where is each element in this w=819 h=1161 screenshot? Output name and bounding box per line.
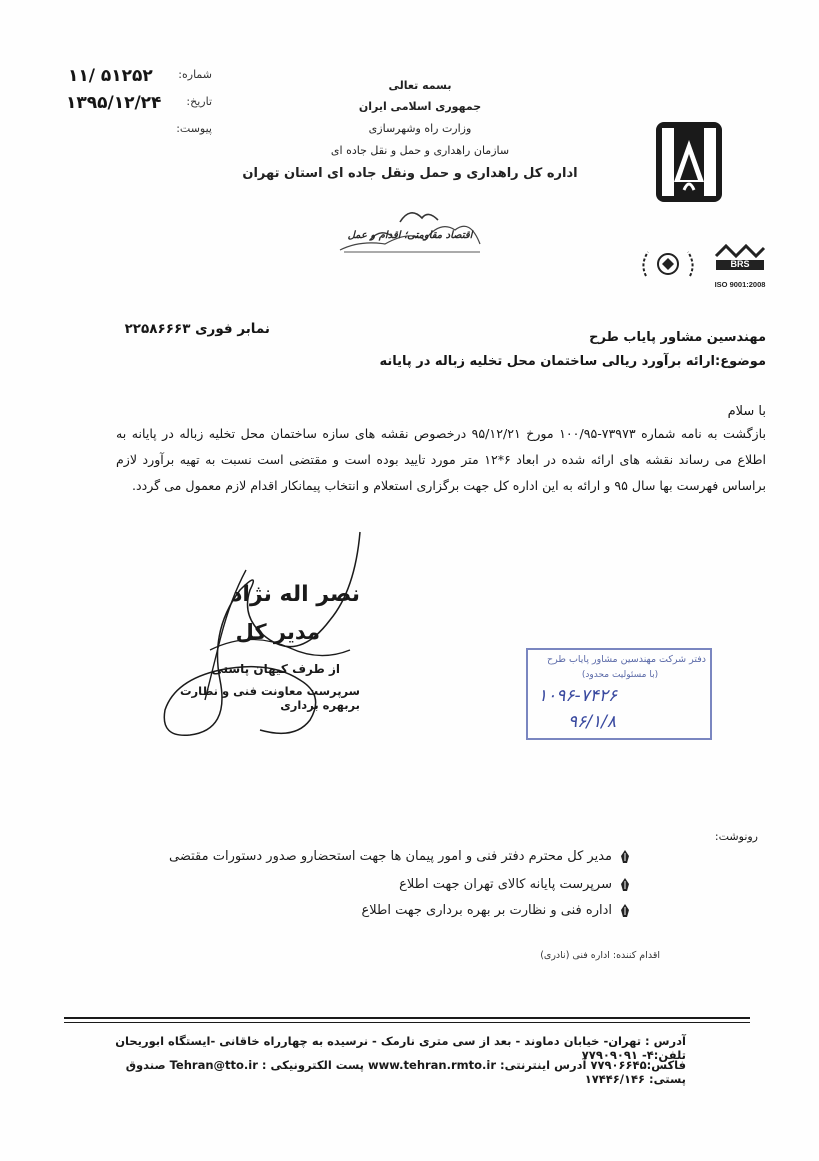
cc-item (150, 903, 630, 918)
date-label: تاریخ: (186, 95, 212, 108)
signatory-name: نصر اله نژاد (231, 582, 360, 607)
cc-item-text: اداره فنی و نظارت بر بهره برداری جهت اطلاع (361, 903, 612, 918)
on-behalf-of: از طرف کیهان پاستی (211, 662, 340, 676)
number-label: شماره: (178, 68, 212, 81)
cert-logo-left (638, 246, 698, 282)
footer-rule-bottom (64, 1022, 750, 1023)
cc-item (150, 849, 630, 864)
cc-label: رونوشت: (714, 830, 758, 843)
cc-item-text: سرپرست پایانه کالای تهران جهت اطلاع (399, 877, 612, 892)
action-note: اقدام کننده: اداره فنی (نادری) (540, 950, 660, 961)
republic-title: جمهوری اسلامی ایران (358, 100, 482, 113)
pen-nib-icon (620, 878, 630, 892)
pen-nib-icon (620, 850, 630, 864)
letter-number: ۱۱/ ۵۱۲۵۲ (68, 66, 153, 86)
received-stamp (526, 648, 712, 740)
attachment-label: پیوست: (176, 122, 212, 135)
stamp-date: ۹۶/۱/۸ (568, 712, 616, 732)
stamp-company-line: دفتر شرکت مهندسین مشاور پایاب طرح (547, 654, 706, 665)
footer-contact: فاکس:۷۷۹۰۶۶۴۵ آدرس اینترنتی: www.tehran.rmto.ir پست الکترونیکی : Tehran@tto.ir صندوق پستی: ۱۷۴۴۶/۱۴۶ (125, 1058, 686, 1086)
stamp-number: ۱۰۹۶-۷۴۲۶ (538, 686, 618, 706)
cert-logo-brs (712, 242, 768, 292)
org-logo (654, 120, 724, 204)
cc-item-text: مدیر کل محترم دفتر فنی و امور پیمان ها جهت استحضارو صدور دستورات مقتضی (169, 849, 612, 864)
letter-date: ۱۳۹۵/۱۲/۲۴ (66, 93, 162, 113)
greeting: با سلام (727, 404, 766, 419)
pen-nib-icon (620, 904, 630, 918)
signatory-unit: سرپرست معاونت فنی و نظارت بربهره برداری (179, 684, 360, 712)
calligraphy-banner (330, 200, 490, 260)
fax-number: نمابر فوری ۲۲۵۸۶۶۶۳ (124, 321, 270, 337)
brs-label: BRS (730, 259, 750, 269)
footer-address: آدرس : تهران- خیابان دماوند - بعد از سی متری نارمک - نرسیده به چهارراه خاقانی -ایستگاه ابوریحان تلفن:۴- ۷۷۹۰۹۰۹۱ (115, 1034, 686, 1062)
stamp-company-subline: (با مسئولیت محدود) (581, 670, 659, 680)
iso-label: ISO 9001:2008 (714, 280, 766, 289)
subject-line: موضوع:ارائه برآورد ریالی ساختمان محل تخلیه زباله در پایانه (379, 354, 766, 369)
signatory-title: مدیر کل (235, 620, 320, 644)
bismillah: بسمه تعالی (388, 79, 452, 92)
department-title: اداره کل راهداری و حمل ونقل جاده ای استان تهران (242, 166, 578, 181)
laurel-emblem-icon (638, 246, 698, 282)
body-paragraph: بازگشت به نامه شماره ۷۳۹۷۳-۱۰۰/۹۵ مورخ ۹۵/۱۲/۲۱ درخصوص نقشه های سازه ساختمان محل تخلیه زباله در پایانه به اطلاع می رساند نقشه های ارائه شده در ابعاد ۶*۱۲ متر مورد تایید بوده است و مقتضی است نسبت به تهیه برآورد لازم براساس فهرست بها سال ۹۵ و ارائه به این اداره کل جهت برگزاری استعلام و انتخاب پیمانکار اقدام لازم معمول می گردد. (116, 426, 766, 493)
calligraphy-text: اقتصاد مقاومتی؛ اقدام و عمل (347, 230, 473, 241)
cc-item (150, 877, 630, 892)
rmto-logo-icon (654, 120, 724, 204)
ministry-title: وزارت راه وشهرسازی (368, 122, 472, 135)
addressee: مهندسین مشاور پایاب طرح (589, 330, 766, 345)
organization-title: سازمان راهداری و حمل و نقل جاده ای (330, 144, 510, 157)
footer-rule-top (64, 1017, 750, 1019)
